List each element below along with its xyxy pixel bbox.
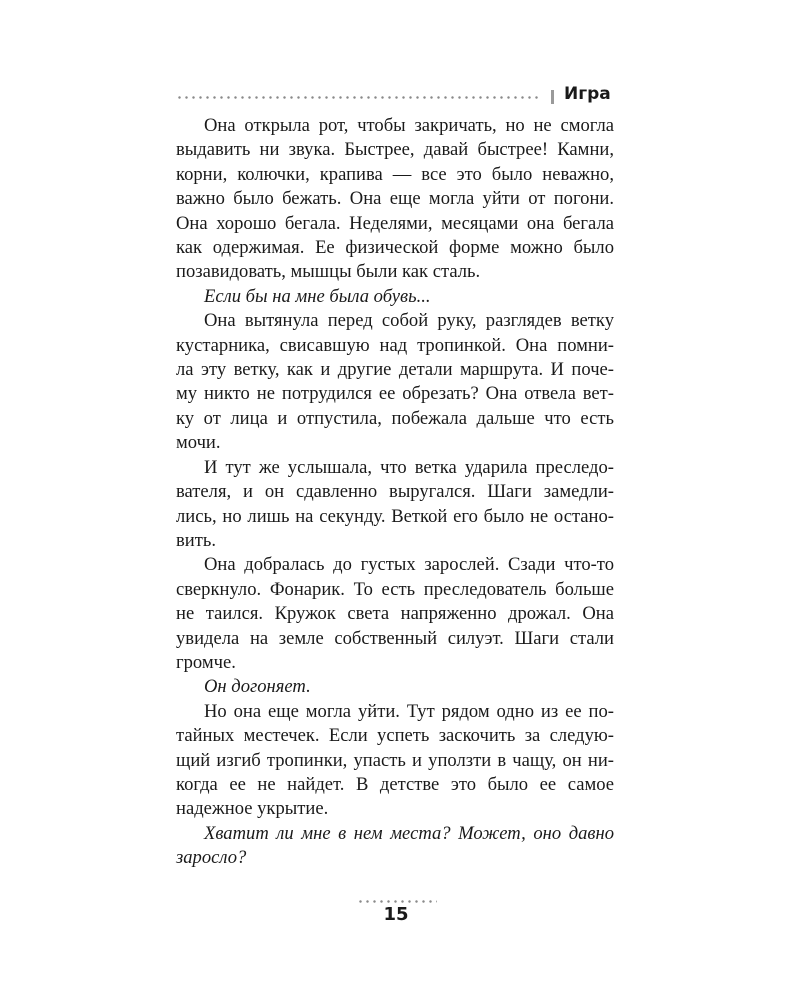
- text-line: вателя, и он сдавленно выругался. Шаги замедли-: [176, 481, 614, 503]
- text-line: громче.: [176, 651, 236, 673]
- text-line: Она открыла рот, чтобы закричать, но не смогла: [204, 115, 614, 136]
- text-line: важно было бежать. Она еще могла уйти от погони.: [176, 188, 614, 210]
- text-line: сверкнуло. Фонарик. То есть преследователь больше: [176, 578, 614, 600]
- footer-dotted-rule: [357, 900, 437, 903]
- text-line: Он догоняет.: [204, 676, 311, 698]
- italic-paragraph: [176, 285, 614, 309]
- paragraph: [176, 114, 614, 285]
- text-line: вить.: [176, 529, 216, 551]
- text-line: И тут же услышала, что ветка ударила преследо-: [204, 456, 614, 478]
- text-line: кустарника, свисавшую над тропинкой. Она помни-: [176, 334, 614, 356]
- header-separator-bar: [551, 90, 554, 104]
- text-line: позавидовать, мышцы были как сталь.: [176, 261, 481, 283]
- body-text: [176, 114, 614, 871]
- text-line: Но она еще могла уйти. Тут рядом одно из ее по-: [204, 700, 614, 722]
- paragraph: [176, 309, 614, 455]
- italic-paragraph: [176, 822, 614, 871]
- paragraph: [176, 456, 614, 554]
- text-line: тайных местечек. Если успеть заскочить за следую-: [176, 725, 614, 747]
- text-line: увидела на земле собственный силуэт. Шаги стали: [176, 627, 614, 649]
- text-line: Она хорошо бегала. Неделями, месяцами она бегала: [176, 212, 614, 234]
- paragraph: [176, 700, 614, 822]
- header-dotted-rule: [176, 96, 542, 99]
- text-line: не таился. Кружок света напряженно дрожал. Она: [176, 603, 614, 625]
- text-line: Хватит ли мне в нем места? Может, оно давно: [204, 822, 614, 844]
- text-line: му никто не потрудился ее обрезать? Она отвела вет-: [176, 383, 614, 405]
- italic-paragraph: [176, 675, 614, 699]
- text-line: Она вытянула перед собой руку, разглядев ветку: [204, 310, 614, 332]
- text-line: выдавить ни звука. Быстрее, давай быстрее! Камни,: [176, 139, 614, 161]
- text-line: корни, колючки, крапива — все это было неважно,: [176, 163, 614, 185]
- text-line: щий изгиб тропинки, упасть и уползти в чащу, он ни-: [176, 749, 614, 771]
- text-line: мочи.: [176, 432, 221, 454]
- text-line: ку от лица и отпустила, побежала дальше что есть: [176, 407, 614, 429]
- text-line: надежное укрытие.: [176, 798, 329, 820]
- text-line: как одержимая. Ее физической форме можно было: [176, 237, 614, 259]
- paragraph: [176, 553, 614, 675]
- text-line: заросло?: [176, 847, 247, 869]
- text-line: когда ее не найдет. В детстве это было ее самое: [176, 773, 614, 795]
- running-head-title: Игра: [564, 84, 611, 104]
- page-number: 15: [383, 904, 409, 925]
- text-line: Если бы на мне была обувь...: [204, 285, 431, 307]
- text-line: ла эту ветку, как и другие детали маршрута. И поче-: [176, 359, 614, 381]
- text-line: лись, но лишь на секунду. Веткой его было не остано-: [176, 505, 614, 527]
- text-line: Она добралась до густых зарослей. Сзади что-то: [204, 554, 614, 576]
